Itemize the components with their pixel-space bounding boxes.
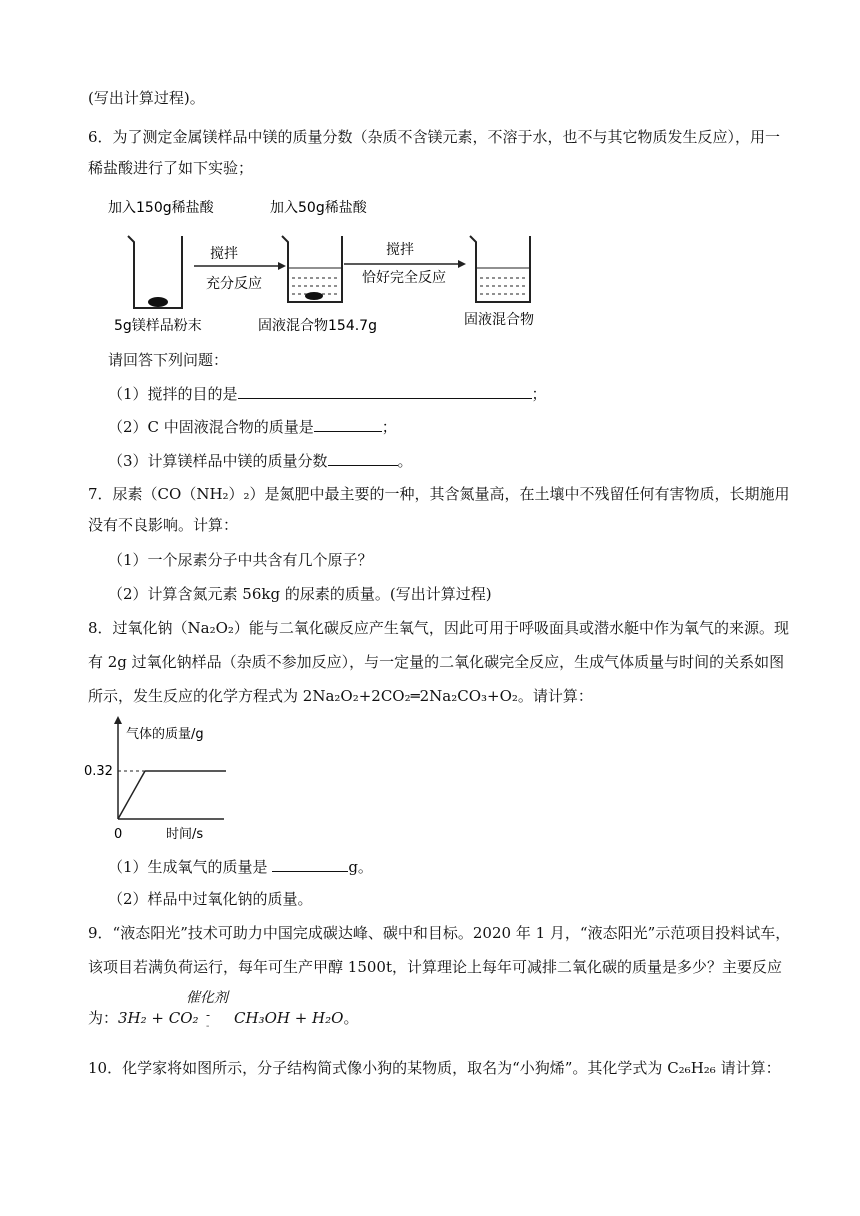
equation-reactants: 3H₂ + CO₂ (118, 1009, 199, 1027)
q9-stem-2: 该项目若满负荷运行，每年可生产甲醇 1500t，计算理论上每年可减排二氧化碳的质量是多少？主要反应 (88, 958, 782, 976)
q7-sub-2: （2）计算含氮元素 56kg 的尿素的质量。(写出计算过程) (108, 585, 492, 603)
q7-stem-1: 7．尿素（CO（NH₂）₂）是氮肥中最主要的一种，其含氮量高，在土壤中不残留任何有害物质，长期施用 (88, 485, 790, 503)
q8-sub-1-end: g。 (348, 858, 373, 876)
y-tick-label: 0.32 (84, 764, 113, 779)
q6-stem-1: 6．为了测定金属镁样品中镁的质量分数（杂质不含镁元素，不溶于水，也不与其它物质发生反应），用一 (88, 128, 781, 146)
answer-blank-2[interactable] (314, 416, 382, 432)
arrow-1-top: 搅拌 (210, 246, 238, 262)
beaker-c-label: 固液混合物 (464, 312, 534, 328)
equation-products: CH₃OH + H₂O (234, 1009, 344, 1027)
answer-blank-3[interactable] (328, 450, 398, 466)
catalyst-label: 催化剂 (186, 990, 228, 1006)
beaker-b (282, 236, 342, 302)
data-line-rising (118, 771, 145, 819)
q6-stem-2: 稀盐酸进行了如下实验； (88, 159, 254, 177)
q9-equation-line (88, 1008, 199, 1028)
q8-stem-2: 有 2g 过氧化钠样品（杂质不参加反应），与一定量的二氧化碳完全反应，生成气体质量与时间的关系如图 (88, 653, 785, 671)
beaker-a-label: 5g镁样品粉末 (114, 318, 202, 334)
x-axis-label: 时间/s (166, 827, 204, 842)
equation-end: 。 (343, 1009, 359, 1027)
q6-sub-3-text: （3）计算镁样品中镁的质量分数 (108, 452, 328, 470)
answer-blank-1[interactable] (238, 383, 532, 399)
beaker-c (470, 236, 530, 302)
y-axis-label: 气体的质量/g (126, 727, 204, 742)
q8-sub-1 (108, 856, 373, 877)
q6-sub-1-end: ； (531, 385, 547, 403)
magnesium-powder (148, 297, 168, 307)
q8-stem-1: 8．过氧化钠（Na₂O₂）能与二氧化碳反应产生氧气，因此可用于呼吸面具或潜水艇中作为氧气的来源。现 (88, 619, 789, 637)
q7-stem-2: 没有不良影响。计算： (88, 516, 239, 534)
q6-sub-3 (108, 450, 413, 471)
q6-sub-2-end: ； (381, 418, 397, 436)
beaker-b-label: 固液混合物154.7g (258, 318, 377, 334)
arrow-2-head (458, 260, 466, 268)
q8-sub-2: （2）样品中过氧化钠的质量。 (108, 890, 313, 908)
answer-blank-4[interactable] (272, 856, 348, 872)
equation-arrow-mark-2: - (206, 1021, 210, 1032)
q9-prefix: 为： (88, 1009, 119, 1027)
experiment-diagram (100, 190, 560, 340)
beaker-a (128, 236, 182, 308)
q9-stem-1: 9．“液态阳光”技术可助力中国完成碳达峰、碳中和目标。2020 年 1 月，“液态阳光”示范项目投料试车， (88, 924, 791, 942)
q10-stem: 10．化学家将如图所示，分子结构简式像小狗的某物质，取名为“小狗烯”。其化学式为 C₂₆H₂₆ 请计算： (88, 1059, 781, 1077)
arrow-2-top: 搅拌 (386, 242, 414, 258)
arrow-1-bottom: 充分反应 (206, 276, 262, 292)
q7-sub-1: （1）一个尿素分子中共含有几个原子？ (108, 551, 373, 569)
q8-sub-1-text: （1）生成氧气的质量是 (108, 858, 268, 876)
q6-sub-2-text: （2）C 中固液混合物的质量是 (108, 418, 314, 436)
q6-sub-3-end: 。 (397, 452, 413, 470)
arrow-2-bottom: 恰好完全反应 (362, 270, 446, 286)
q8-stem-3: 所示，发生反应的化学方程式为 2Na₂O₂+2CO₂═2Na₂CO₃+O₂。请计算： (88, 687, 593, 705)
q6-sub-1-text: （1）搅拌的目的是 (108, 385, 238, 403)
y-axis-arrow (114, 716, 122, 724)
label-add-150g: 加入150g稀盐酸 (108, 200, 214, 216)
equation-arrow-mark: - (206, 1008, 211, 1022)
arrow-1-head (278, 262, 286, 270)
equation-products-line (234, 1008, 358, 1028)
q6-prompt: 请回答下列问题： (108, 351, 229, 369)
q6-sub-2 (108, 416, 397, 437)
origin-label: 0 (114, 827, 123, 842)
q5-tail: (写出计算过程)。 (88, 89, 205, 107)
gas-mass-chart (82, 716, 232, 844)
q6-sub-1 (108, 383, 547, 404)
label-add-50g: 加入50g稀盐酸 (270, 200, 367, 216)
